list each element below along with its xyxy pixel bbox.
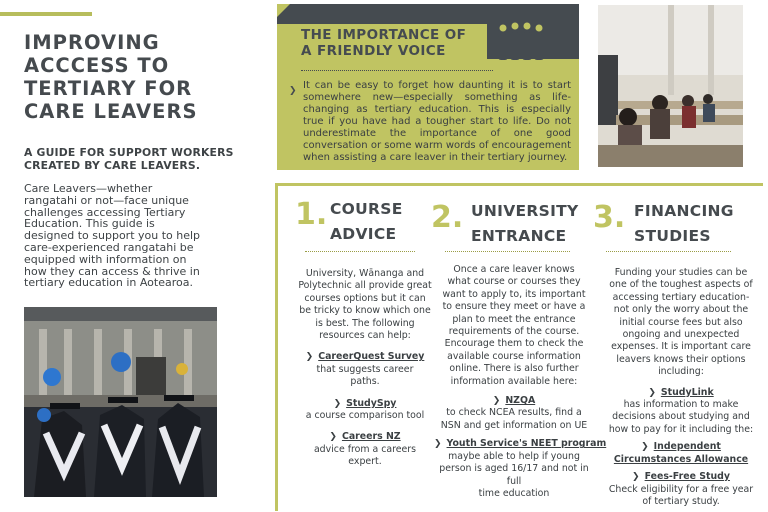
chevron-right-icon: ❯ (289, 86, 297, 96)
step-number-2: 2. (431, 200, 464, 235)
independent-circumstances-link-line2[interactable]: Circumstances Allowance (613, 453, 749, 465)
course-advice-heading: COURSE ADVICE (330, 200, 403, 243)
financing-studies-text: Funding your studies can be one of the toughest aspects of accessing tertiary education- not only the worry about the initial course fees but also ongoing and unexpected expenses. It is important care leavers knows their options including: ❯ StudyLink has information to make decisions about studying and how to pay for it including the: ❯ Independent Circumstances Allowance ❯ Fees-Free Study Check eligibility for a free year of tertiary study. (608, 267, 754, 507)
voice-body: It can be easy to forget how daunting it is to start somewhere new—especially something as life-changing as tertiary education. This is especially true if you have had a tougher start to life. Do not underestimate the importance of one good conversation or some warm words of encouragement when assisting a care leaver in their tertiary journey. (303, 80, 571, 163)
step-number-3: 3. (593, 200, 626, 235)
fees-free-link[interactable]: Fees-Free Study (644, 471, 730, 483)
chevron-right-icon: ❯ (434, 439, 442, 450)
chevron-right-icon: ❯ (641, 442, 649, 453)
chevron-right-icon: ❯ (648, 387, 656, 398)
careers-nz-link[interactable]: Careers NZ (341, 431, 401, 443)
nzqa-link[interactable]: NZQA (505, 395, 536, 407)
chevron-right-icon: ❯ (492, 396, 501, 407)
chevron-right-icon: ❯ (329, 432, 337, 443)
voice-title: THE IMPORTANCE OF A FRIENDLY VOICE (301, 27, 467, 59)
divider (445, 251, 570, 252)
divider (305, 251, 415, 252)
library-photo (598, 5, 743, 167)
university-entrance-text: Once a care leaver knows what course or courses they want to apply to, its important to ensure they meet or have a plan to meet the entrance requirements of the course. Encourage them to check the available course information online. There is also further information available here: ❯ NZQA to check NCEA results, find a NSN and get information on UE ❯ Youth Service's NEET program maybe able to help if young person is aged 16/17 and not in full time education (434, 264, 607, 499)
friendly-voice-box (277, 4, 579, 170)
studyspy-link[interactable]: StudySpy (346, 397, 397, 409)
chevron-right-icon: ❯ (632, 472, 640, 483)
course-advice-text: University, Wānanga and Polytechnic all provide great courses options but it can be tricky to know which one is best. The following resources can help: ❯ CareerQuest Survey that suggests career paths. ❯ StudySpy a course comparison tool ❯ Careers NZ advice from a careers expert. (298, 268, 432, 468)
subtitle: A GUIDE FOR SUPPORT WORKERS CREATED BY CARE LEAVERS. (24, 146, 234, 172)
chevron-right-icon: ❯ (305, 352, 314, 363)
divider (606, 251, 731, 252)
step-number-1: 1. (295, 197, 328, 232)
careerquest-survey-link[interactable]: CareerQuest Survey (318, 351, 425, 363)
university-entrance-heading: UNIVERSITY ENTRANCE (471, 202, 579, 245)
studylink-link[interactable]: StudyLink (660, 386, 714, 398)
independent-circumstances-link[interactable]: Independent (653, 441, 721, 453)
corner-triangle (277, 4, 290, 17)
divider (301, 70, 493, 71)
chevron-right-icon: ❯ (333, 398, 342, 409)
page-title: IMPROVING ACCCESS TO TERTIARY FOR CARE LEAVERS (24, 31, 198, 123)
people-icon (491, 22, 551, 60)
accent-bar (0, 12, 92, 16)
graduation-photo (24, 307, 217, 497)
intro-text: Care Leavers—whether rangatahi or not—face unique challenges accessing Tertiary Education. This guide is designed to support you to help care-experienced rangatahi be equipped with information on how they can access & thrive in tertiary education in Aotearoa. (24, 182, 201, 290)
youth-service-link[interactable]: Youth Service's NEET program (446, 438, 607, 450)
financing-studies-heading: FINANCING STUDIES (634, 202, 734, 245)
